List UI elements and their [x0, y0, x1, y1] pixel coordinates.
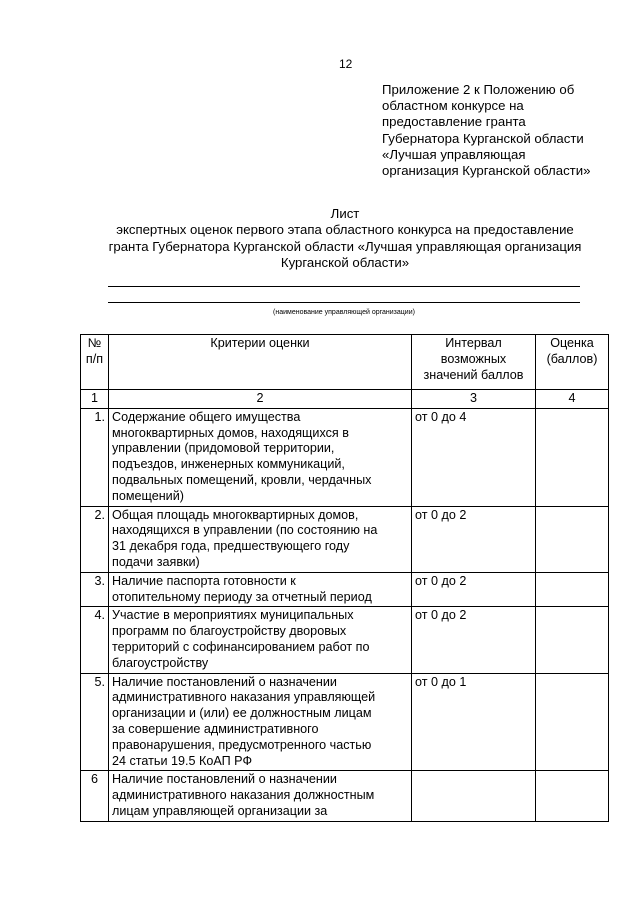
row-number: 2.	[81, 506, 109, 572]
row-score-input[interactable]	[536, 607, 609, 673]
row-number: 1.	[81, 408, 109, 506]
row-interval: от 0 до 2	[412, 607, 536, 673]
column-number: 4	[536, 390, 609, 409]
row-interval: от 0 до 1	[412, 673, 536, 771]
criteria-line: правонарушения, предусмотренного частью	[112, 737, 372, 752]
row-score-input[interactable]	[536, 673, 609, 771]
criteria-line: подъездов, инженерных коммуникаций,	[112, 457, 345, 472]
header-interval	[412, 335, 536, 390]
criteria-line: подвальных помещений, кровли, чердачных	[112, 472, 372, 487]
header-criteria-label: Критерии оценки	[210, 336, 310, 350]
criteria-line: Содержание общего имущества	[112, 409, 301, 424]
table-row	[81, 673, 609, 771]
row-interval: от 0 до 4	[412, 408, 536, 506]
org-name-hint: (наименование управляющей организации)	[273, 309, 415, 316]
row-criteria	[109, 408, 412, 506]
appendix-line: предоставление гранта	[382, 114, 526, 130]
header-score	[536, 335, 609, 390]
table-row	[81, 607, 609, 673]
title-word: Лист	[330, 206, 360, 221]
row-criteria	[109, 607, 412, 673]
column-number: 3	[412, 390, 536, 409]
header-interval-line: возможных	[440, 351, 507, 366]
table-row	[81, 408, 609, 506]
row-interval	[412, 771, 536, 821]
appendix-line: Губернатора Курганской области	[382, 130, 584, 146]
header-score-line: (баллов)	[546, 351, 598, 366]
page-number: 12	[339, 57, 353, 71]
criteria-line: лицам управляющей организации за	[112, 803, 328, 818]
row-interval: от 0 до 2	[412, 506, 536, 572]
row-score-input[interactable]	[536, 572, 609, 607]
title-line: гранта Губернатора Курганской области «Лучшая управляющая организация	[108, 238, 582, 254]
row-score-input[interactable]	[536, 771, 609, 821]
appendix-line: организация Курганской области»	[382, 163, 591, 179]
table-header-row	[81, 335, 609, 390]
title-line: экспертных оценок первого этапа областного конкурса на предоставление	[116, 222, 574, 238]
criteria-line: программ по благоустройству дворовых	[112, 624, 347, 639]
appendix-line: «Лучшая управляющая	[382, 146, 526, 162]
criteria-line: территорий с софинансированием работ по	[112, 639, 370, 654]
criteria-line: за совершение административного	[112, 721, 319, 736]
header-number	[81, 335, 109, 390]
row-criteria	[109, 506, 412, 572]
header-interval-line: Интервал	[445, 336, 502, 350]
table-row	[81, 771, 609, 821]
column-number: 1	[81, 390, 109, 409]
org-name-blank-line	[108, 302, 580, 303]
row-criteria	[109, 572, 412, 607]
criteria-line: Наличие паспорта готовности к	[112, 573, 296, 588]
row-score-input[interactable]	[536, 408, 609, 506]
title-line: Курганской области»	[280, 255, 410, 271]
criteria-line: благоустройству	[112, 655, 209, 670]
criteria-line: организации и (или) ее должностным лицам	[112, 706, 372, 721]
appendix-line: Приложение 2 к Положению об	[382, 82, 575, 97]
column-number-row	[81, 390, 609, 409]
header-criteria	[109, 335, 412, 390]
header-interval-line: значений баллов	[423, 367, 524, 382]
criteria-line: находящихся в управлении (по состоянию на	[112, 523, 378, 538]
row-criteria	[109, 771, 412, 821]
header-number-line: п/п	[85, 351, 104, 366]
header-score-line: Оценка	[550, 336, 594, 350]
criteria-line: административного наказания должностным	[112, 788, 375, 803]
column-number: 2	[109, 390, 412, 409]
row-score-input[interactable]	[536, 506, 609, 572]
criteria-line: административного наказания управляющей	[112, 690, 376, 705]
row-number: 6	[81, 771, 109, 821]
criteria-table	[80, 334, 609, 822]
criteria-line: Наличие постановлений о назначении	[112, 674, 337, 689]
criteria-line: многоквартирных домов, находящихся в	[112, 425, 349, 440]
criteria-line: Общая площадь многоквартирных домов,	[112, 507, 359, 522]
row-number: 5.	[81, 673, 109, 771]
criteria-line: подачи заявки)	[112, 554, 200, 569]
org-name-blank-line	[108, 286, 580, 287]
criteria-line: управлении (придомовой территории,	[112, 441, 335, 456]
criteria-line: 24 статьи 19.5 КоАП РФ	[112, 753, 253, 768]
row-criteria	[109, 673, 412, 771]
row-interval: от 0 до 2	[412, 572, 536, 607]
table-row	[81, 572, 609, 607]
criteria-line: помещений)	[112, 488, 184, 503]
criteria-line: 31 декабря года, предшествующего году	[112, 539, 350, 554]
header-number-line: №	[87, 336, 102, 350]
criteria-line: Наличие постановлений о назначении	[112, 772, 337, 787]
appendix-note	[382, 82, 632, 179]
criteria-line: отопительному периоду за отчетный период	[112, 589, 372, 604]
appendix-line: областном конкурсе на	[382, 98, 524, 114]
row-number: 4.	[81, 607, 109, 673]
row-number: 3.	[81, 572, 109, 607]
table-row	[81, 506, 609, 572]
document-title	[95, 206, 595, 272]
criteria-line: Участие в мероприятиях муниципальных	[112, 608, 354, 623]
